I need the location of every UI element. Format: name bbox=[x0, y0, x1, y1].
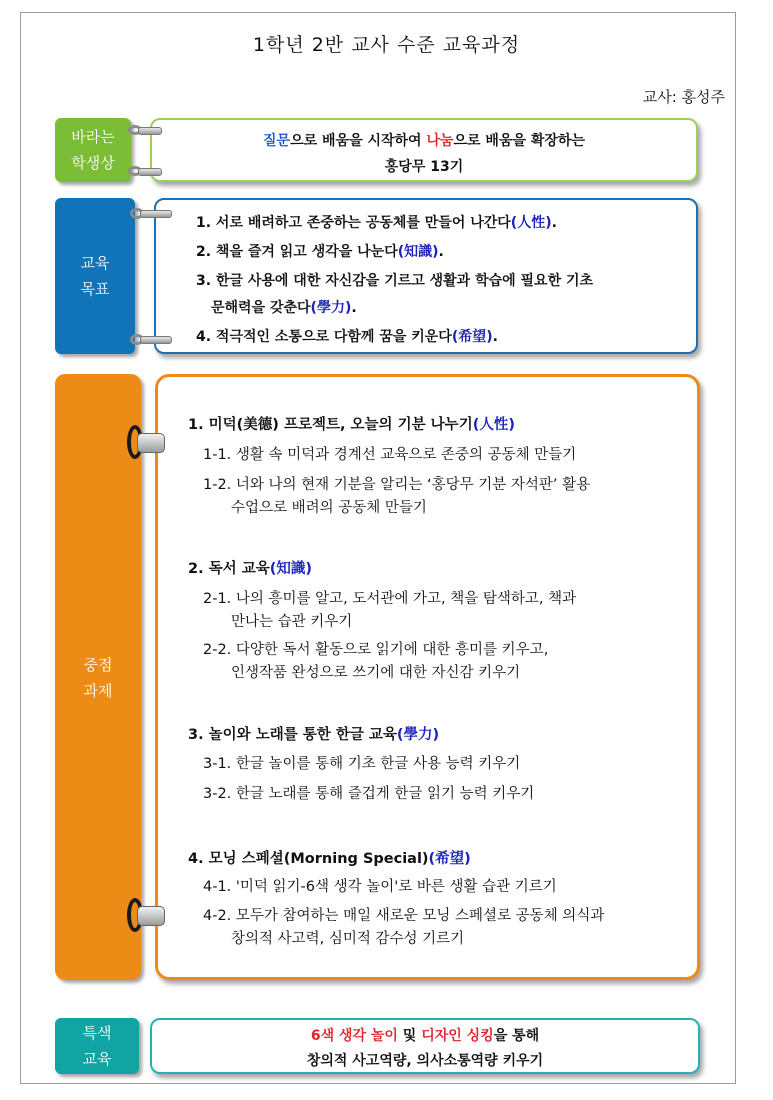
goal-2: 2. 책을 즐겨 읽고 생각을 나눈다(知識). bbox=[196, 244, 444, 260]
vision-word-question: 질문 bbox=[263, 133, 291, 149]
task-item-2-2: 2-2. 다양한 독서 활동으로 읽기에 대한 흥미를 키우고, 인생작품 완성으로 쓰기에 대한 자신감 키우기 bbox=[203, 642, 549, 681]
page-title: 1학년 2반 교사 수준 교육과정 bbox=[252, 34, 521, 56]
pin-icon bbox=[140, 336, 172, 344]
special-tab bbox=[55, 1018, 139, 1074]
vision-tab-line2: 학생상 bbox=[71, 154, 115, 172]
task-item-3-2: 3-2. 한글 노래를 통해 즐겁게 한글 읽기 능력 키우기 bbox=[203, 786, 535, 802]
goal-3-cont: 문해력을 갖춘다(學力). bbox=[211, 300, 357, 316]
tasks-tab bbox=[55, 374, 141, 980]
special-text-2: 을 통해 bbox=[493, 1028, 540, 1044]
special-line2: 창의적 사고역량, 의사소통역량 키우기 bbox=[306, 1053, 544, 1069]
vision-tab bbox=[55, 118, 131, 182]
task-item-3-1: 3-1. 한글 놀이를 통해 기초 한글 사용 능력 키우기 bbox=[203, 756, 521, 772]
task-item-4-2: 4-2. 모두가 참여하는 매일 새로운 모닝 스페셜로 공동체 의식과 창의적 사고력, 심미적 감수성 기르기 bbox=[203, 908, 605, 947]
tasks-tab-line2: 과제 bbox=[83, 682, 113, 700]
special-tab-line1: 특색 bbox=[82, 1024, 112, 1042]
pin-icon bbox=[138, 127, 162, 135]
pin-icon bbox=[137, 433, 165, 453]
task-item-2-1: 2-1. 나의 흥미를 알고, 도서관에 가고, 책을 탐색하고, 책과 만나는 습관 키우기 bbox=[203, 591, 577, 630]
vision-tab-line1: 바라는 bbox=[71, 128, 115, 146]
task-heading-1: 1. 미덕(美德) 프로젝트, 오늘의 기분 나누기(人性) bbox=[188, 417, 515, 433]
task-heading-2: 2. 독서 교육(知識) bbox=[188, 561, 312, 577]
special-word-design-thinking: 디자인 싱킹 bbox=[421, 1028, 494, 1044]
special-text-1: 및 bbox=[397, 1028, 422, 1044]
vision-line2: 홍당무 13기 bbox=[384, 159, 464, 175]
special-line1 bbox=[152, 1025, 698, 1045]
vision-text-2: 으로 배움을 확장하는 bbox=[453, 133, 585, 149]
goal-1: 1. 서로 배려하고 존중하는 공동체를 만들어 나간다(人性). bbox=[196, 215, 557, 231]
pin-icon bbox=[140, 210, 172, 218]
task-heading-3: 3. 놀이와 노래를 통한 한글 교육(學力) bbox=[188, 727, 440, 743]
special-word-six-colors: 6색 생각 놀이 bbox=[310, 1028, 398, 1044]
vision-text-1: 으로 배움을 시작하여 bbox=[290, 133, 427, 149]
task-item-1-1: 1-1. 생활 속 미덕과 경계선 교육으로 존중의 공동체 만들기 bbox=[203, 447, 577, 463]
special-tab-line2: 교육 bbox=[82, 1050, 112, 1068]
tasks-card bbox=[155, 374, 700, 980]
vision-word-sharing: 나눔 bbox=[426, 133, 454, 149]
goal-3: 3. 한글 사용에 대한 자신감을 기르고 생활과 학습에 필요한 기초 bbox=[196, 273, 594, 289]
goals-tab bbox=[55, 198, 135, 354]
pin-icon bbox=[138, 168, 162, 176]
pin-icon bbox=[137, 906, 165, 926]
task-item-4-1: 4-1. '미덕 읽기-6색 생각 놀이'로 바른 생활 습관 기르기 bbox=[203, 879, 557, 895]
vision-line1 bbox=[152, 130, 696, 150]
goals-card bbox=[154, 198, 698, 354]
goals-tab-line1: 교육 bbox=[80, 254, 110, 272]
goals-tab-line2: 목표 bbox=[80, 280, 110, 298]
task-item-1-2: 1-2. 너와 나의 현재 기분을 알리는 ‘홍당무 기분 자석판’ 활용 수업으로 배려의 공동체 만들기 bbox=[203, 477, 591, 516]
tasks-tab-line1: 중점 bbox=[83, 656, 113, 674]
goal-4: 4. 적극적인 소통으로 다함께 꿈을 키운다(希望). bbox=[196, 329, 498, 345]
teacher-name: 교사: 홍성주 bbox=[642, 88, 725, 106]
vision-card bbox=[150, 118, 698, 182]
special-card bbox=[150, 1018, 700, 1074]
task-heading-4: 4. 모닝 스페셜(Morning Special)(希望) bbox=[188, 851, 471, 867]
